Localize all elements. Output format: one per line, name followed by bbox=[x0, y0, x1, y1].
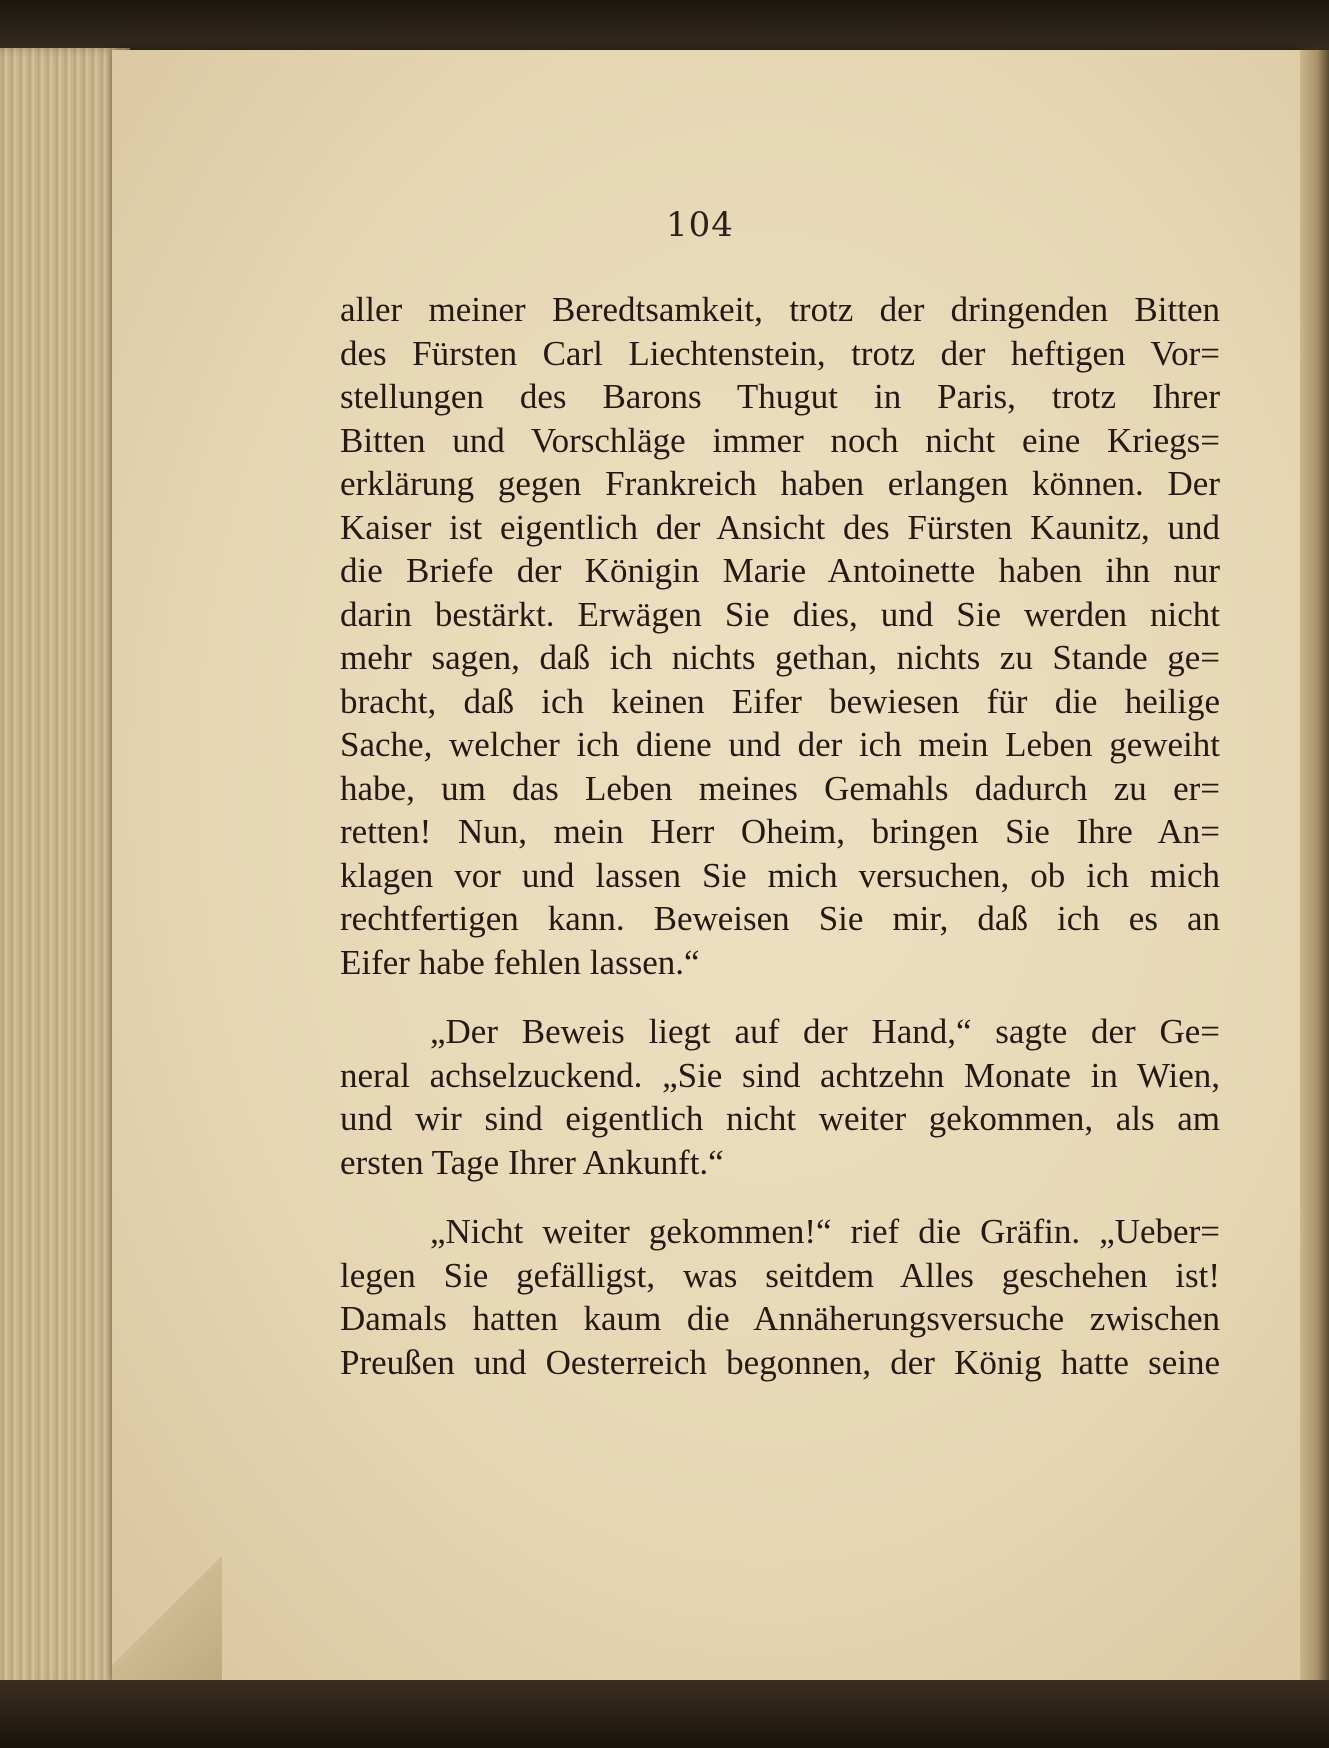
text-line: darin bestärkt. Erwägen Sie dies, und Sie werden nicht bbox=[340, 594, 1220, 634]
paragraph-gap bbox=[340, 1184, 1220, 1210]
text-line: die Briefe der Königin Marie Antoinette haben ihn nur bbox=[340, 551, 1220, 590]
text-line: stellungen des Barons Thugut in Paris, trotz Ihrer bbox=[340, 377, 1220, 416]
text-line: erklärung gegen Frankreich haben erlangen können. Der bbox=[340, 464, 1220, 503]
body-text bbox=[340, 288, 1220, 1384]
text-line: Damals hatten kaum die Annäherungsversuche zwischen bbox=[340, 1299, 1220, 1338]
paragraph-gap bbox=[340, 984, 1220, 1010]
text-line: Bitten und Vorschläge immer noch nicht eine Kriegs= bbox=[340, 420, 1220, 460]
text-line: retten! Nun, mein Herr Oheim, bringen Sie Ihre An= bbox=[340, 812, 1220, 851]
text-line: bracht, daß ich keinen Eifer bewiesen für die heilige bbox=[340, 681, 1220, 721]
text-line: neral achselzuckend. „Sie sind achtzehn Monate in Wien, bbox=[340, 1055, 1220, 1095]
text-line: klagen vor und lassen Sie mich versuchen, ob ich mich bbox=[340, 855, 1220, 895]
text-line: „Der Beweis liegt auf der Hand,“ sagte der Ge= bbox=[430, 1012, 1220, 1051]
text-line: Eifer habe fehlen lassen.“ bbox=[340, 942, 700, 982]
paragraph bbox=[340, 288, 1220, 984]
text-line: Kaiser ist eigentlich der Ansicht des Fürsten Kaunitz, und bbox=[340, 507, 1220, 547]
page-corner-fold bbox=[112, 1540, 222, 1682]
page-stack-edge bbox=[0, 48, 130, 1688]
text-line: habe, um das Leben meines Gemahls dadurch zu er= bbox=[340, 768, 1220, 808]
text-line: mehr sagen, daß ich nichts gethan, nichts zu Stande ge= bbox=[340, 638, 1220, 677]
page-gutter bbox=[1300, 50, 1329, 1682]
text-line: Sache, welcher ich diene und der ich mein Leben geweiht bbox=[340, 725, 1220, 764]
text-line: Preußen und Oesterreich begonnen, der König hatte seine bbox=[340, 1342, 1220, 1382]
text-line: und wir sind eigentlich nicht weiter gekommen, als am bbox=[340, 1099, 1220, 1138]
text-line: „Nicht weiter gekommen!“ rief die Gräfin. „Ueber= bbox=[430, 1212, 1220, 1251]
text-line: des Fürsten Carl Liechtenstein, trotz der heftigen Vor= bbox=[340, 333, 1220, 373]
text-line: aller meiner Beredtsamkeit, trotz der dringenden Bitten bbox=[340, 290, 1220, 329]
paragraph bbox=[340, 1010, 1220, 1184]
text-line: ersten Tage Ihrer Ankunft.“ bbox=[340, 1142, 724, 1182]
page-number: 104 bbox=[666, 205, 734, 245]
text-line: legen Sie gefälligst, was seitdem Alles geschehen ist! bbox=[340, 1255, 1220, 1295]
paragraph bbox=[340, 1210, 1220, 1384]
text-line: rechtfertigen kann. Beweisen Sie mir, daß ich es an bbox=[340, 899, 1220, 938]
book-cover-bottom bbox=[0, 1680, 1329, 1748]
